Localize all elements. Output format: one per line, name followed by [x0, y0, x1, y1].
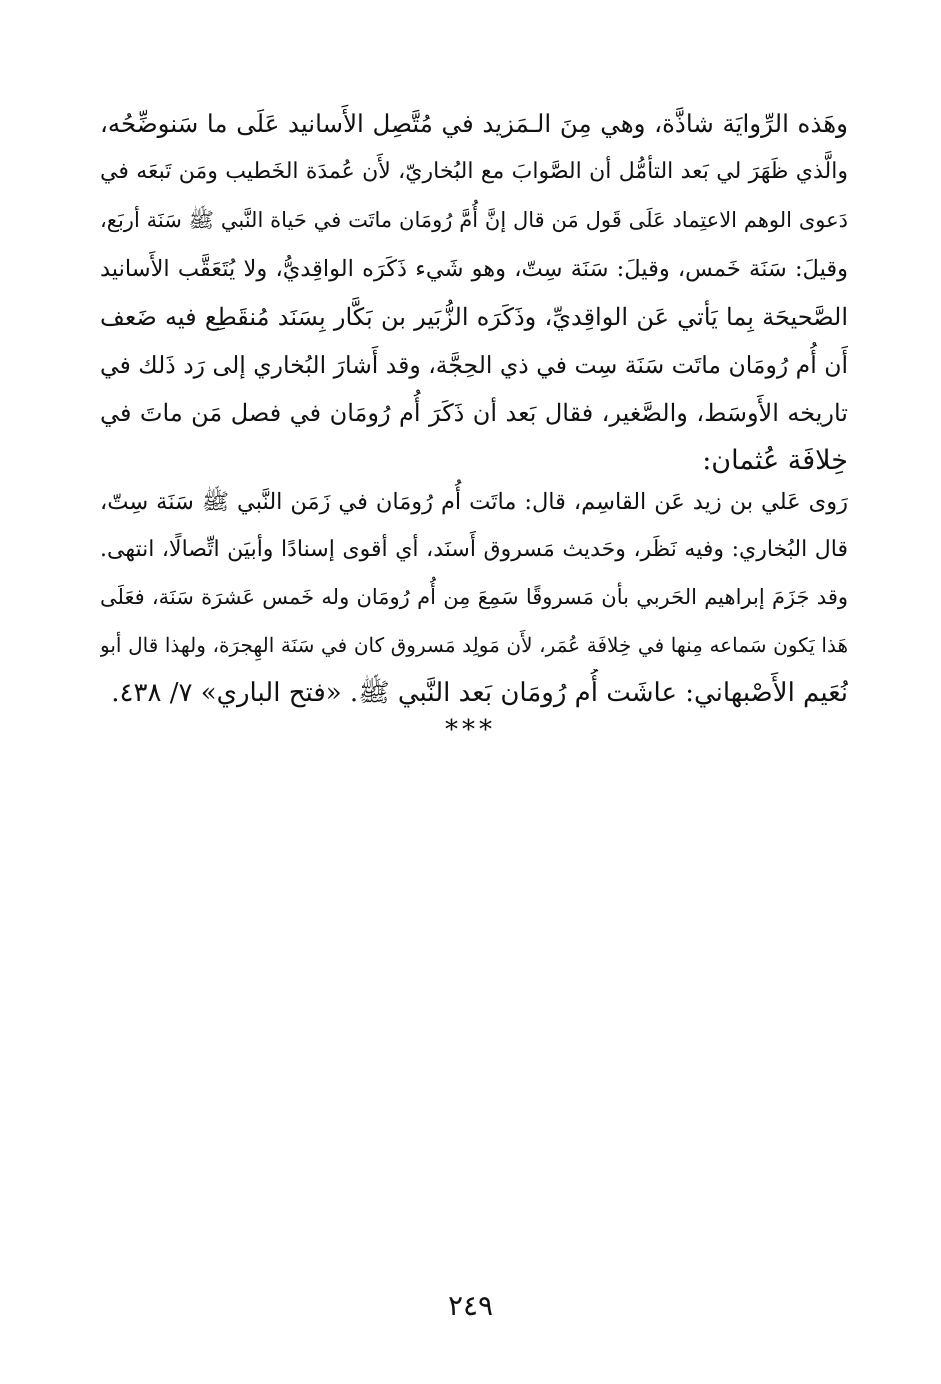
text-line: خِلافَة عُثمان: [702, 445, 848, 477]
paragraph-3 [100, 573, 848, 718]
text-line: والَّذي ظَهَرَ لي بَعد التأمُّل أن الصَّوابَ مع البُخاريّ، لأَن عُمدَة الخَطيب ومَن تَبعَه في [100, 159, 848, 185]
text-line: وهَذه الرِّوايَة شاذَّة، وهي مِنَ الـمَزيد في مُتَّصِل الأَسانيد عَلَى ما سَنوضِّحُه، [100, 109, 848, 138]
text-line: دَعوى الوهم الاعتِماد عَلَى قَول مَن قال إنَّ أُمَّ رُومَان ماتَت في حَياة النَّبي ﷺ سَنَة أربَع، [100, 208, 848, 233]
text-line: هَذا يَكون سَماعه مِنها في خِلافَة عُمَر، لأَن مَولِد مَسروق كان في سَنَة الهِجرَة، ولهذا قال أبو [100, 633, 848, 658]
text-line: رَوى عَلي بن زيد عَن القاسِم، قال: ماتَت أُم رُومَان في زَمَن النَّبي ﷺ سَنَة سِتّ، [100, 489, 848, 515]
text-line: قال البُخاري: وفيه نَظَر، وحَديث مَسروق أَسنَد، أي أقوى إسنادًا وأبيَن اتِّصالًا، انتهى. [100, 537, 848, 563]
page-number: ٢٤٩ [447, 1289, 494, 1322]
text-line: أَن أُم رُومَان ماتَت سَنَة سِت في ذي الحِجَّة، وقد أَشارَ البُخاري إلى رَد ذَلك في [100, 350, 848, 379]
section-separator: *** [445, 715, 496, 745]
text-line: تاريخه الأَوسَط، والصَّغير، فقال بَعد أن ذَكَرَ أُم رُومَان في فصل مَن ماتَ في [100, 399, 848, 428]
paragraph-1 [100, 100, 848, 486]
text-line: الصَّحيحَة بِما يَأتي عَن الواقِديِّ، وذَكَرَه الزُّبَير بن بَكَّار بِسَنَد مُنقَطِع فيه ضَعف [100, 302, 848, 331]
text-line: نُعَيم الأَصْبهاني: عاشَت أُم رُومَان بَعد النَّبي ﷺ. «فتح الباري» ٧/ ٤٣٨. [111, 678, 848, 709]
paragraph-2 [100, 478, 848, 574]
text-line: وقيلَ: سَنَة خَمس، وقيلَ: سَنَة سِتّ، وهو شَيء ذَكَرَه الواقِديُّ، ولا يُتَعَقَّب الأَسانيد [100, 255, 848, 282]
text-line: وقد جَزَمَ إبراهيم الحَربي بأن مَسروقًا سَمِعَ مِن أُم رُومَان وله خَمس عَشرَة سَنَة، فعَلَى [100, 585, 848, 609]
